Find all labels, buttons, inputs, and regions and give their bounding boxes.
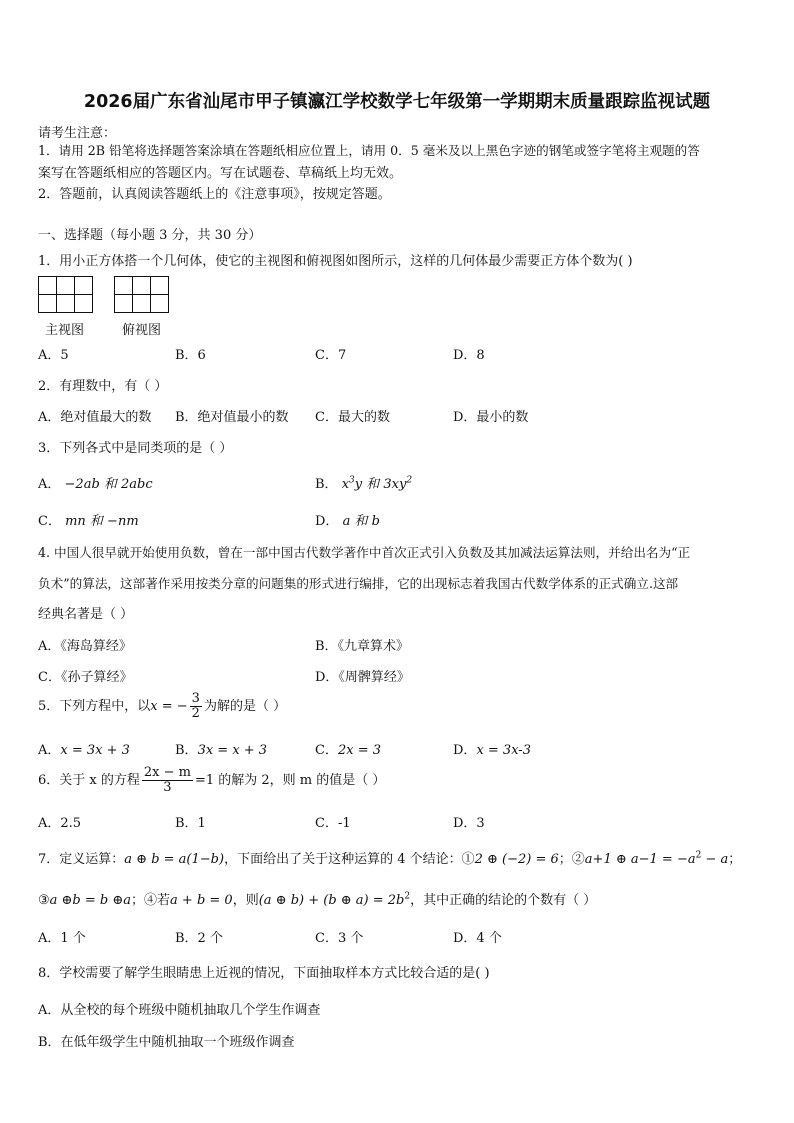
question-3-option-b [315, 473, 412, 492]
expr-superscript: 2 [404, 891, 411, 902]
stem-text: =1 的解为 2，则 m 的值是（ ） [194, 773, 386, 788]
question-6-option-b: B．1 [175, 816, 206, 831]
question-8-option-a: A．从全校的每个班级中随机抽取几个学生作调查 [38, 1003, 321, 1018]
stem-math: (a ⊕ b) + (b ⊕ a) = 2b [258, 893, 405, 908]
question-1-stem: 1．用小正方体搭一个几何体，使它的主视图和俯视图如图所示，这样的几何体最少需要正方体个数为( ) [38, 254, 633, 269]
expr-part: x [341, 477, 350, 492]
expr-superscript: 2 [406, 475, 413, 486]
notice-header: 请考生注意： [38, 126, 117, 141]
stem-text: 7．定义运算： [38, 852, 125, 867]
stem-text: ，则 [232, 893, 259, 908]
option-expression: 2x = 3 [337, 743, 381, 758]
fraction [190, 692, 202, 721]
expr-part: y 和 3xy [354, 477, 407, 492]
question-7-option-d: D．4 个 [453, 931, 502, 946]
question-4-line-1: 4. 中国人很早就开始使用负数，曾在一部中国古代数学著作中首次正式引入负数及其加减法运算法则，并给出名为“正 [38, 545, 691, 560]
stem-text: ； [728, 852, 742, 867]
fraction-denominator: 2 [191, 706, 200, 721]
question-3-option-d [315, 510, 380, 529]
stem-math: a + b = 0 [170, 893, 233, 908]
option-expression: x = 3x-3 [476, 743, 531, 758]
option-label: A． [38, 743, 61, 758]
stem-text: ，其中正确的结论的个数有（ ） [410, 893, 597, 908]
question-8-option-b: B．在低年级学生中随机抽取一个班级作调查 [38, 1035, 295, 1050]
option-label: C． [38, 514, 61, 529]
fraction [142, 766, 193, 795]
question-7-option-a: A．1 个 [38, 931, 86, 946]
option-expression [342, 477, 412, 492]
question-8-stem: 8．学校需要了解学生眼睛患上近视的情况，下面抽取样本方式比较合适的是( ) [38, 966, 490, 981]
top-view-label: 俯视图 [122, 323, 162, 338]
question-2-stem: 2．有理数中，有（ ） [38, 379, 168, 394]
stem-text: ，下面给出了关于这种运算的 4 个结论：① [224, 852, 475, 867]
question-3-option-a [38, 473, 153, 492]
stem-text: ；② [558, 852, 585, 867]
stem-math: a+1 ⊕ a−1 = −a [584, 852, 696, 867]
question-7-line-2 [38, 889, 596, 908]
question-1-option-c: C．7 [315, 348, 347, 363]
question-1-option-b: B．6 [175, 348, 206, 363]
question-7-option-c: C．3 个 [315, 931, 364, 946]
option-expression: 3x = x + 3 [197, 743, 268, 758]
question-3-stem: 3．下列各式中是同类项的是（ ） [38, 441, 233, 456]
question-3-option-c [38, 510, 139, 529]
option-expression: x = 3x + 3 [60, 743, 130, 758]
question-4-option-a: A．《海岛算经》 [38, 639, 132, 654]
option-label: D． [315, 514, 339, 529]
question-4-option-d: D．《周髀算经》 [315, 670, 410, 685]
stem-text: 为解的是（ ） [203, 699, 287, 714]
fraction-numerator: 2x − m [143, 765, 191, 780]
question-2-option-a: A．绝对值最大的数 [38, 410, 152, 425]
question-4-line-3: 经典名著是（ ） [38, 607, 134, 622]
question-4-option-b: B．《九章算术》 [315, 639, 410, 654]
option-expression: mn 和 −nm [65, 514, 139, 529]
question-6-option-d: D．3 [453, 816, 485, 831]
option-label: B． [175, 743, 198, 758]
question-5-option-d [453, 739, 531, 758]
stem-text: ；④若 [131, 893, 171, 908]
question-7-option-b: B．2 个 [175, 931, 223, 946]
expr-superscript: 2 [695, 850, 702, 861]
option-expression: a 和 b [342, 514, 380, 529]
notice-item-1-line-1: 1．请用 2B 铅笔将选择题答案涂填在答题纸相应位置上，请用 0．5 毫米及以上黑色字迹的钢笔或签字笔将主观题的答 [38, 143, 700, 158]
section-heading: 一、选择题（每小题 3 分，共 30 分） [38, 228, 262, 243]
question-4-option-c: C．《孙子算经》 [38, 670, 133, 685]
question-1-option-a: A．5 [38, 348, 69, 363]
fraction-denominator: 3 [163, 780, 172, 795]
top-view-figure [114, 276, 169, 313]
notice-item-1-line-2: 案写在答题纸相应的答题区内。写在试题卷、草稿纸上均无效。 [38, 166, 403, 181]
question-5-option-b [175, 739, 267, 758]
stem-math: 2 ⊕ (−2) = 6 [474, 852, 559, 867]
question-5-option-c [315, 739, 381, 758]
fraction-numerator: 3 [191, 691, 200, 706]
stem-math: − a [701, 852, 729, 867]
option-label: B． [315, 477, 338, 492]
option-label: D． [453, 743, 477, 758]
question-1-option-d: D．8 [453, 348, 485, 363]
option-label: C． [315, 743, 338, 758]
question-5-stem [38, 692, 286, 721]
stem-text: ③ [38, 893, 50, 908]
question-6-option-a: A．2.5 [38, 816, 82, 831]
question-5-option-a [38, 739, 130, 758]
question-4-line-2: 负术”的算法，这部著作采用按类分章的问题集的形式进行编排，它的出现标志着我国古代数学体系的正式确立.这部 [38, 576, 679, 591]
option-label: A． [38, 477, 61, 492]
stem-text: 6．关于 x 的方程 [38, 773, 140, 788]
page-title: 2026届广东省汕尾市甲子镇瀛江学校数学七年级第一学期期末质量跟踪监视试题 [83, 92, 711, 112]
notice-item-2: 2．答题前，认真阅读答题纸上的《注意事项》，按规定答题。 [38, 187, 391, 202]
question-6-stem [38, 766, 385, 795]
stem-math: a ⊕b = b ⊕a [49, 893, 132, 908]
question-2-option-c: C．最大的数 [315, 410, 390, 425]
option-expression: −2ab 和 2abc [64, 477, 153, 492]
question-2-option-d: D．最小的数 [453, 410, 529, 425]
question-6-option-c: C．-1 [315, 816, 351, 831]
stem-text: 5．下列方程中，以 [38, 699, 151, 714]
question-7-line-1 [38, 848, 741, 867]
expr-superscript: 3 [349, 475, 355, 486]
question-2-option-b: B．绝对值最小的数 [175, 410, 289, 425]
stem-math: a ⊕ b = a(1−b) [124, 852, 225, 867]
front-view-label: 主视图 [45, 323, 85, 338]
front-view-figure [38, 276, 93, 313]
stem-math: x = − [150, 699, 188, 714]
